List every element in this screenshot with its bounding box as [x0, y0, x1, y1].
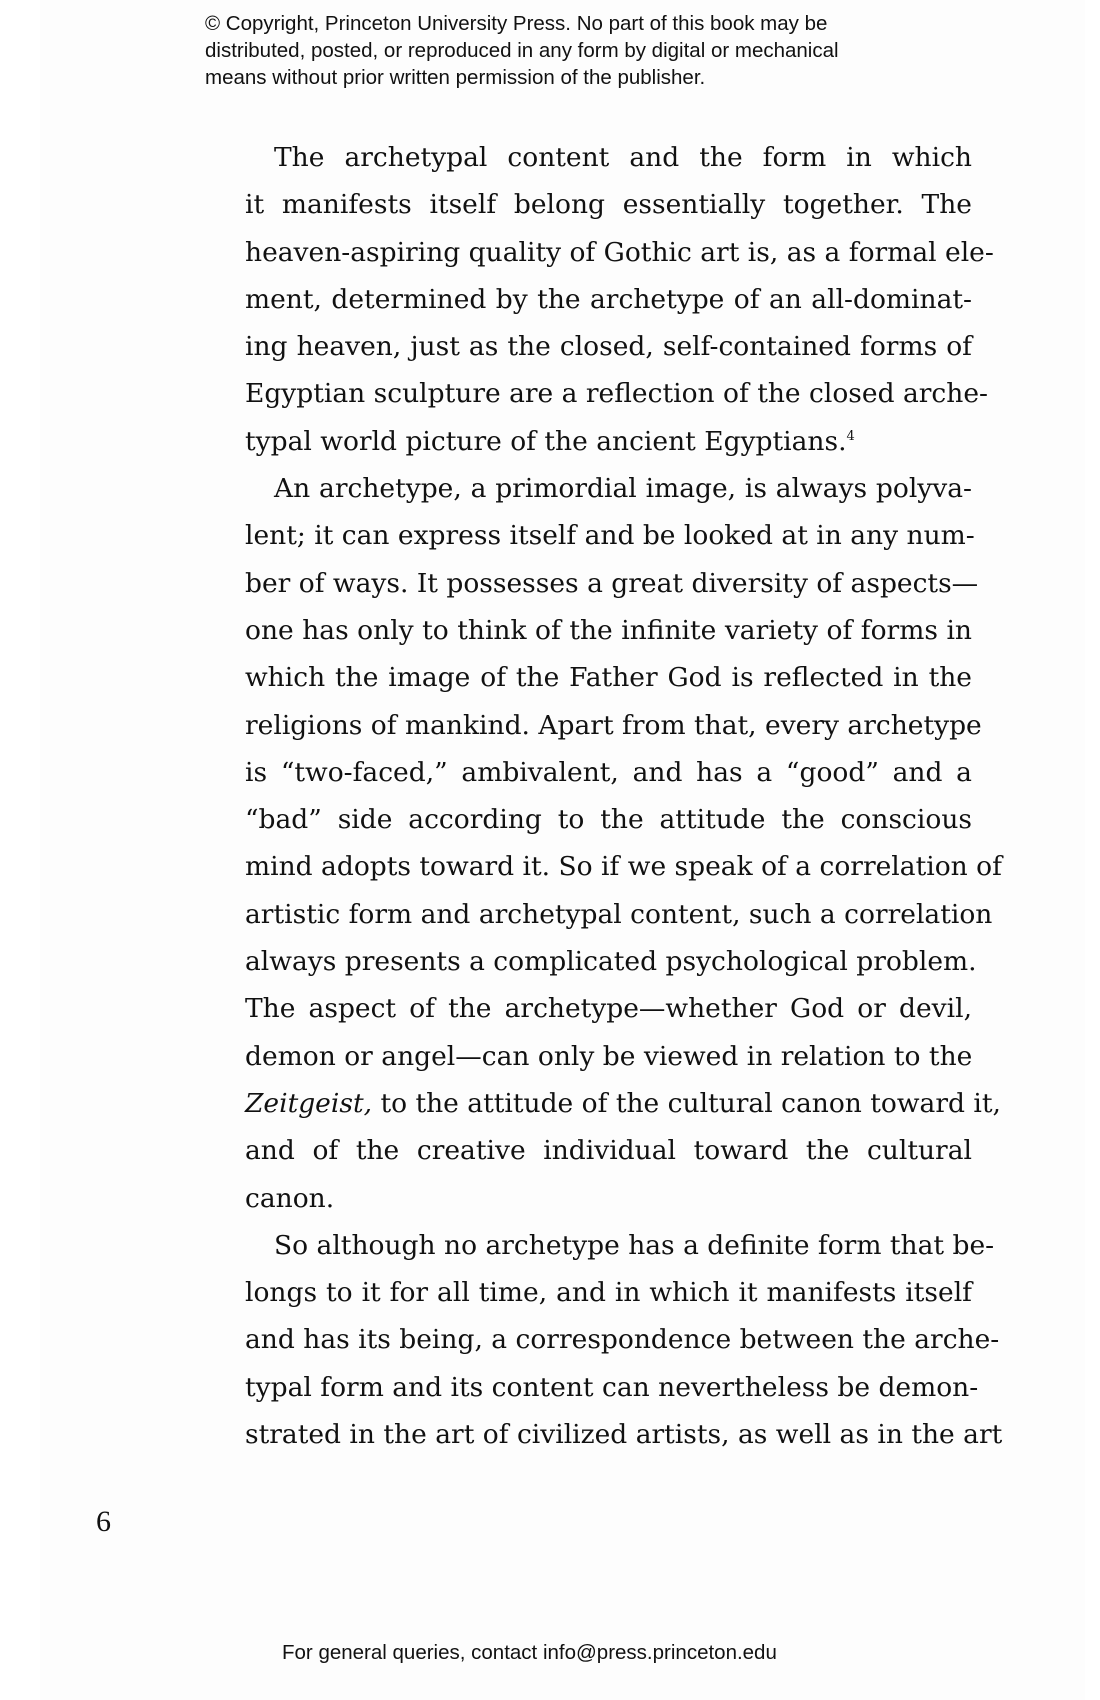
paragraph-3	[245, 1222, 1003, 1458]
text-line: which the image of the Father God is reflected in the	[245, 662, 972, 694]
text-line: ing heaven, just as the closed, self-contained forms of	[245, 331, 972, 363]
text-line: longs to it for all time, and in which it manifests itself	[245, 1277, 972, 1309]
text-line: ber of ways. It possesses a great diversity of aspects—	[245, 567, 979, 599]
text-line: always presents a complicated psychological problem.	[245, 946, 977, 978]
copyright-line: means without prior written permission of the publisher.	[205, 66, 706, 89]
text-line: heaven-aspiring quality of Gothic art is, as a formal ele-	[245, 236, 994, 268]
text-line: artistic form and archetypal content, such a correlation	[245, 898, 993, 930]
text-line: Egyptian sculpture are a reflection of the closed arche-	[245, 378, 988, 410]
text-line: is “two-faced,” ambivalent, and has a “good” and a	[245, 756, 972, 788]
italic-term: Zeitgeist,	[245, 1087, 373, 1119]
text-line: “bad” side according to the attitude the conscious	[245, 804, 972, 836]
text-line: typal form and its content can nevertheless be demon-	[245, 1371, 979, 1403]
text-line: lent; it can express itself and be looked at in any num-	[245, 520, 975, 552]
footer-contact: For general queries, contact info@press.princeton.edu	[282, 1641, 777, 1664]
copyright-line: distributed, posted, or reproduced in any form by digital or mechanical	[205, 39, 839, 62]
text-line: The archetypal content and the form in which	[274, 142, 972, 173]
footnote-reference: 4	[846, 428, 855, 444]
body-text	[245, 134, 1003, 1458]
text-line: religions of mankind. Apart from that, every archetype	[245, 709, 982, 741]
text-line: ment, determined by the archetype of an all-dominat-	[245, 283, 972, 315]
paragraph-1	[245, 134, 994, 465]
text-line: So although no archetype has a definite form that be-	[274, 1229, 995, 1261]
text-line: demon or angel—can only be viewed in relation to the	[245, 1040, 973, 1072]
text-line: and has its being, a correspondence between the arche-	[245, 1324, 1000, 1356]
paragraph-2	[245, 465, 1002, 1222]
copyright-line: © Copyright, Princeton University Press. No part of this book may be	[205, 12, 828, 35]
text-line: mind adopts toward it. So if we speak of a correlation of	[245, 851, 1002, 883]
text-line	[245, 1080, 1001, 1127]
text-segment: typal world picture of the ancient Egyptians.	[245, 425, 847, 457]
text-line: An archetype, a primordial image, is always polyva-	[274, 473, 972, 505]
text-line: one has only to think of the infinite variety of forms in	[245, 614, 972, 646]
text-line: strated in the art of civilized artists, as well as in the art	[245, 1419, 1003, 1451]
text-line: The aspect of the archetype—whether God or devil,	[245, 993, 972, 1025]
text-line: and of the creative individual toward the cultural	[245, 1135, 972, 1167]
text-line	[245, 418, 972, 465]
text-line: it manifests itself belong essentially together. The	[245, 189, 972, 221]
copyright-notice	[205, 10, 965, 91]
page-number: 6	[96, 1505, 111, 1538]
text-segment: to the attitude of the cultural canon toward it,	[372, 1087, 1001, 1119]
text-line: canon.	[245, 1182, 335, 1214]
